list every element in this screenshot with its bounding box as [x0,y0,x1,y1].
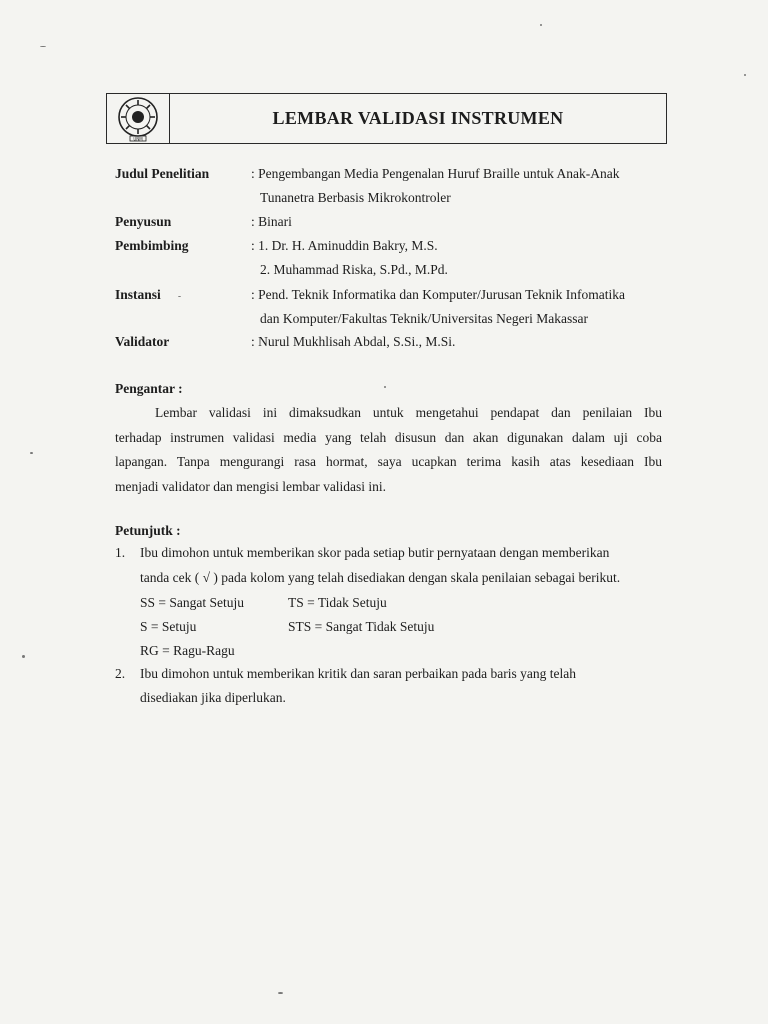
scan-speck [384,386,386,388]
document-title: LEMBAR VALIDASI INSTRUMEN [272,108,564,128]
instruction-2-line1: Ibu dimohon untuk memberikan kritik dan saran perbaikan pada baris yang telah [140,666,576,681]
judul-value-line2: Tunanetra Berbasis Mikrokontroler [260,190,451,205]
scale-ss: SS = Sangat Setuju [140,595,244,610]
scan-speck [30,452,33,454]
pembimbing-label: Pembimbing [115,238,189,253]
pembimbing-value-line1: : 1. Dr. H. Aminuddin Bakry, M.S. [251,238,438,253]
scan-speck [22,655,25,658]
validator-label: Validator [115,334,170,349]
scale-sts: STS = Sangat Tidak Setuju [288,619,435,634]
instruction-2-line2: disediakan jika diperlukan. [140,690,286,705]
logo-abbr: UNM [133,136,143,142]
scan-speck [278,992,283,994]
pengantar-line-4: menjadi validator dan mengisi lembar validasi ini. [115,478,387,494]
instansi-label: Instansi [115,287,161,302]
petunjuk-heading: Petunjutk : [115,523,181,538]
instansi-value-line1: : Pend. Teknik Informatika dan Komputer/Jurusan Teknik Infomatika [251,287,626,302]
header-box [106,93,667,144]
scale-ts: TS = Tidak Setuju [288,595,387,610]
scale-s: S = Setuju [140,619,197,634]
scan-speck [540,24,542,26]
pengantar-paragraph [115,401,662,499]
scale-rg: RG = Ragu-Ragu [140,643,235,658]
judul-value-line1: : Pengembangan Media Pengenalan Huruf Braille untuk Anak-Anak [251,166,620,181]
penyusun-label: Penyusun [115,214,172,229]
scan-speck [744,74,746,76]
scan-speck [178,296,181,297]
pengantar-heading: Pengantar : [115,381,183,396]
scan-speck [40,46,46,47]
pengantar-line-3: lapangan. Tanpa mengurangi rasa hormat, saya ucapkan terima kasih atas kesediaan Ibu [115,454,662,469]
pengantar-line-2: terhadap instrumen validasi media yang telah disusun dan akan digunakan dalam uji coba [115,429,662,445]
validator-value: : Nurul Mukhlisah Abdal, S.Si., M.Si. [251,334,456,349]
pengantar-line-1: Lembar validasi ini dimaksudkan untuk mengetahui pendapat dan penilaian Ibu [155,405,662,420]
instansi-value-line2: dan Komputer/Fakultas Teknik/Universitas Negeri Makassar [260,311,588,326]
list-number-1: 1. [115,545,126,560]
pembimbing-value-line2: 2. Muhammad Riska, S.Pd., M.Pd. [260,262,448,277]
instruction-1-line2: tanda cek ( √ ) pada kolom yang telah disediakan dengan skala penilaian sebagai berikut. [140,570,621,585]
list-number-2: 2. [115,666,126,681]
instruction-1-line1: Ibu dimohon untuk memberikan skor pada setiap butir pernyataan dengan memberikan [140,545,610,560]
university-seal-icon [113,96,163,142]
judul-label: Judul Penelitian [115,166,210,181]
penyusun-value: : Binari [251,214,292,229]
logo-cell [107,94,170,143]
